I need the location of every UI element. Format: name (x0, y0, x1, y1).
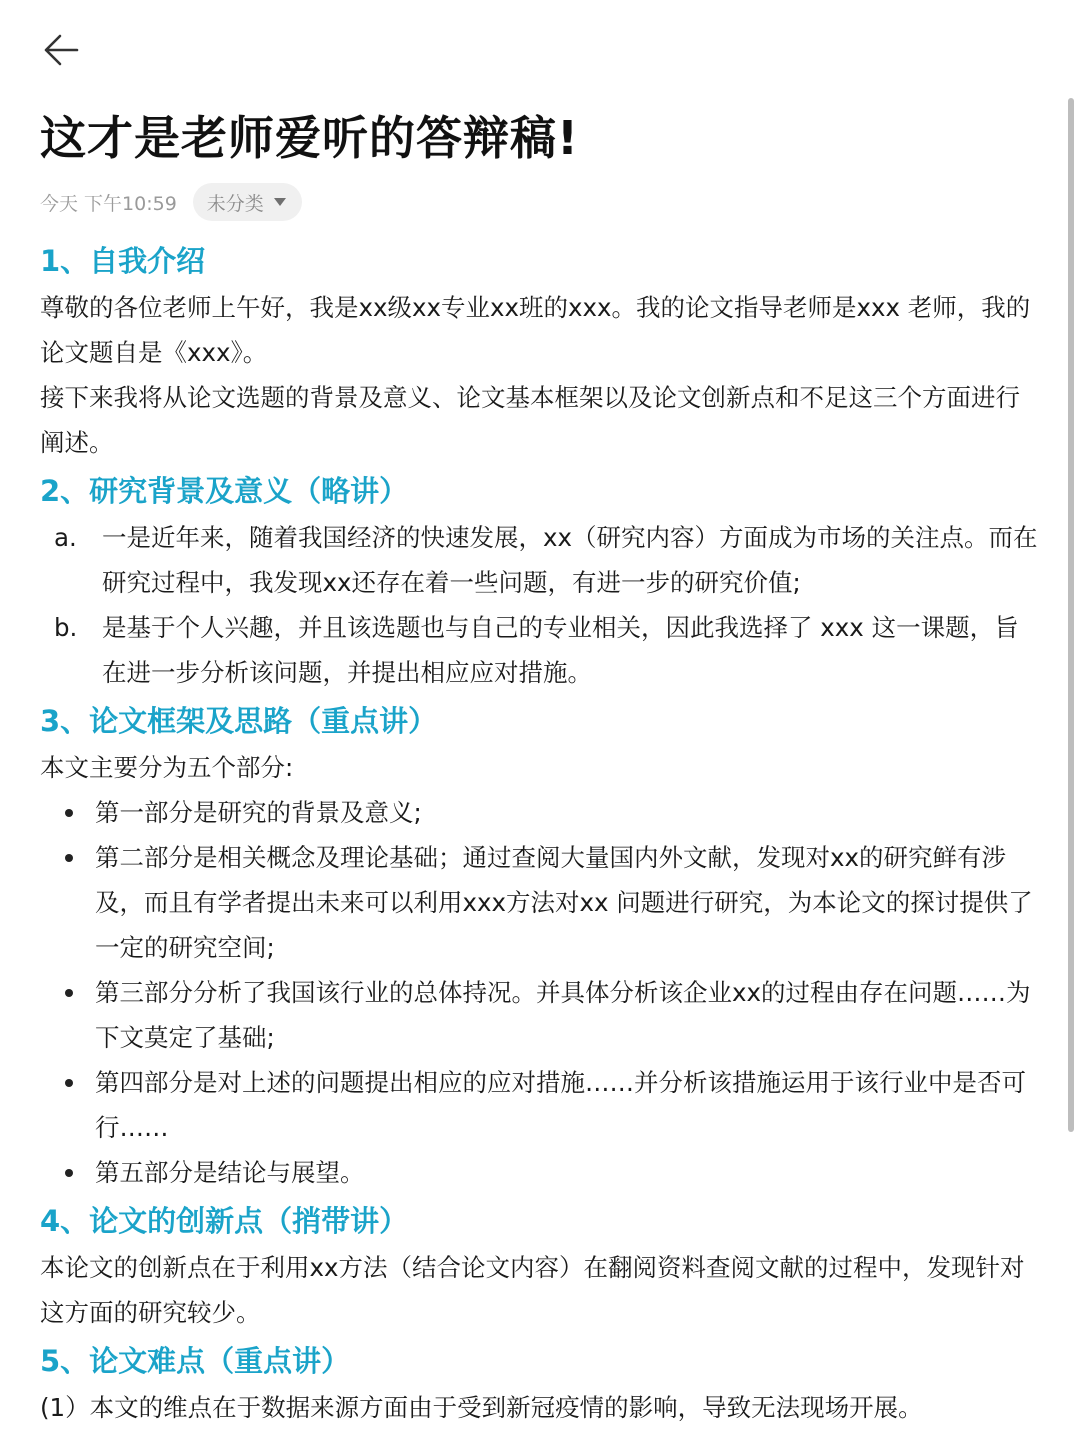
paragraph: 本论文的创新点在于利用xx方法（结合论文内容）在翻阅资料查阅文献的过程中，发现针对这方面的研究较少。 (40, 1253, 1025, 1327)
ordered-list (40, 515, 1040, 695)
category-label: 未分类 (206, 192, 264, 215)
note-meta (40, 183, 1040, 221)
list-marker: a. (54, 523, 77, 552)
list-item-text: 第一部分是研究的背景及意义; (95, 798, 422, 827)
paragraph: 尊敬的各位老师上午好，我是xx级xx专业xx班的xxx。我的论文指导老师是xxx 老师，我的论文题自是《xxx》。 (40, 293, 1031, 367)
paragraph: 本文主要分为五个部分: (40, 753, 294, 782)
list-item (40, 970, 1040, 1060)
list-item-text: 是基于个人兴趣，并且该选题也与自己的专业相关，因此我选择了 xxx 这一课题，旨在进一步分析该问题，并提出相应应对措施。 (102, 613, 1019, 687)
section-4 (40, 1199, 1040, 1335)
back-button[interactable] (40, 30, 80, 70)
paragraph: (1）本文的维点在于数据来源方面由于受到新冠疫情的影响，导致无法现场开展。 (40, 1393, 923, 1422)
note-timestamp: 今天 下午10:59 (40, 192, 177, 215)
list-item-text: 第三部分分析了我国该行业的总体持况。并具体分析该企业xx的过程由存在问题……为下文莫定了基础; (95, 978, 1031, 1052)
list-item-text: 一是近年来，随着我国经济的快速发展，xx（研究内容）方面成为市场的关注点。而在研究过程中，我发现xx还存在着一些问题，有进一步的研究价值; (102, 523, 1038, 597)
bullet-icon (65, 809, 73, 817)
bullet-icon (65, 989, 73, 997)
bullet-icon (65, 1169, 73, 1177)
list-item (40, 1150, 1040, 1195)
list-item (40, 835, 1040, 970)
list-item-text: 第五部分是结论与展望。 (95, 1158, 365, 1187)
caret-down-icon (274, 198, 286, 206)
list-item (40, 1060, 1040, 1150)
list-item (40, 605, 1040, 695)
list-item (40, 790, 1040, 835)
list-item-text: 第二部分是相关概念及理论基础；通过查阅大量国内外文献，发现对xx的研究鲜有涉及，而且有学者提出未来可以利用xxx方法对xx 问题进行研究，为本论文的探讨提供了一定的研究空间; (95, 843, 1033, 962)
section-5 (40, 1339, 1040, 1430)
section-heading: 4、论文的创新点（捎带讲） (40, 1204, 409, 1238)
section-1 (40, 239, 1040, 465)
list-marker: b. (54, 613, 78, 642)
section-3 (40, 699, 1040, 1195)
bullet-list (40, 790, 1040, 1195)
bullet-icon (65, 854, 73, 862)
category-dropdown[interactable] (193, 183, 302, 221)
scrollbar[interactable] (1068, 98, 1074, 1132)
section-heading: 5、论文难点（重点讲） (40, 1344, 351, 1378)
section-2 (40, 469, 1040, 695)
note-title: 这才是老师爱听的答辩稿! (40, 111, 579, 165)
section-heading: 1、自我介绍 (40, 244, 206, 278)
bullet-icon (65, 1079, 73, 1087)
arrow-left-icon (40, 30, 80, 70)
list-item-text: 第四部分是对上述的问题提出相应的应对措施……并分析该措施运用于该行业中是否可行…… (95, 1068, 1026, 1142)
section-heading: 2、研究背景及意义（略讲） (40, 474, 409, 508)
note-content (40, 105, 1040, 1430)
paragraph: 接下来我将从论文选题的背景及意义、论文基本框架以及论文创新点和不足这三个方面进行阐述。 (40, 383, 1020, 457)
list-item (40, 515, 1040, 605)
section-heading: 3、论文框架及思路（重点讲） (40, 704, 438, 738)
